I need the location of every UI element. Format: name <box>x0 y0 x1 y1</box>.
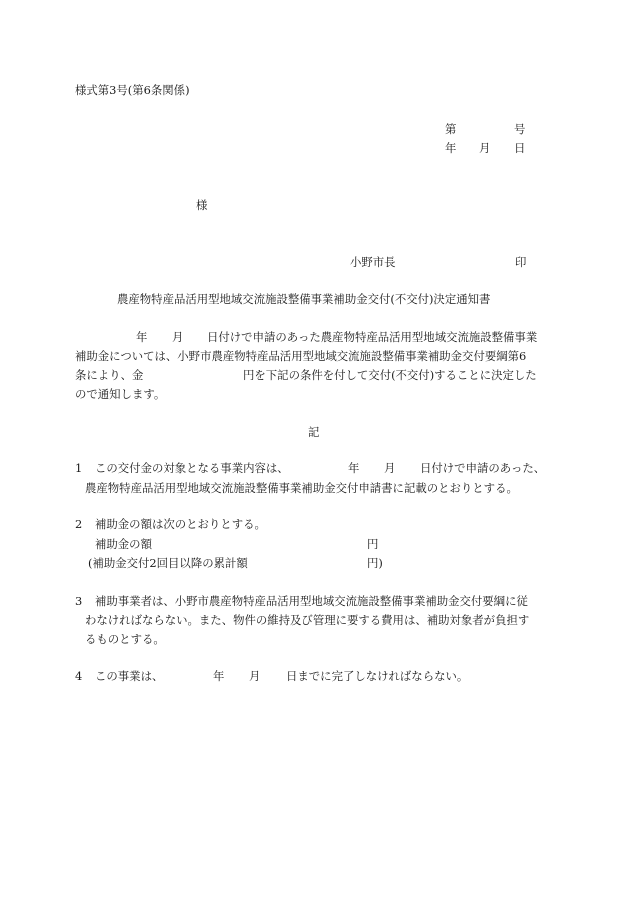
item-4-month: 月 <box>249 669 261 683</box>
item-4-text: この事業は、 <box>95 669 164 683</box>
item-1-month: 月 <box>384 461 396 475</box>
number-dai: 第 <box>445 122 457 136</box>
body-line-4: ので通知します。 <box>75 387 166 401</box>
form-label: 様式第3号(第6条関係) <box>75 83 190 97</box>
subsidy-amount-yen: 円 <box>367 537 379 551</box>
item-4-rest: 日までに完了しなければならない。 <box>286 669 469 683</box>
item-1-number: 1 <box>75 461 83 475</box>
date-month: 月 <box>479 141 491 155</box>
recipient-suffix: 様 <box>196 198 208 212</box>
body-line-2: 補助金については、小野市農産物特産品活用型地域交流施設整備事業補助金交付要綱第6 <box>75 349 527 363</box>
item-2-number: 2 <box>75 517 83 531</box>
cumulative-amount-label: (補助金交付2回目以降の累計額 <box>88 556 248 570</box>
item-1-year: 年 <box>348 461 360 475</box>
subsidy-amount-label: 補助金の額 <box>95 537 152 551</box>
body-line-1: 日付けで申請のあった農産物特産品活用型地域交流施設整備事業 <box>207 330 538 344</box>
issuer-name: 小野市長 <box>350 255 396 269</box>
issuer-seal: 印 <box>515 255 527 269</box>
item-3-number: 3 <box>75 594 83 608</box>
item-1-text: この交付金の対象となる事業内容は、 <box>95 461 289 475</box>
body-line-3a: 条により、金 <box>75 368 144 382</box>
date-year: 年 <box>445 141 457 155</box>
item-2-text: 補助金の額は次のとおりとする。 <box>95 517 266 531</box>
cumulative-amount-yen: 円) <box>367 556 383 570</box>
item-3-line-2: わなければならない。また、物件の維持及び管理に要する費用は、補助対象者が負担す <box>85 613 530 627</box>
body-line-3b: 円を下記の条件を付して交付(不交付)することに決定した <box>243 368 537 382</box>
body-month: 月 <box>172 330 184 344</box>
ki-heading: 記 <box>308 425 320 439</box>
number-go: 号 <box>514 122 526 136</box>
item-1-rest: 日付けで申請のあった、 <box>420 461 546 475</box>
date-day: 日 <box>514 141 526 155</box>
item-4-number: 4 <box>75 669 83 683</box>
body-year: 年 <box>136 330 148 344</box>
item-1-line-2: 農産物特産品活用型地域交流施設整備事業補助金交付申請書に記載のとおりとする。 <box>85 481 518 495</box>
item-3-text: 補助事業者は、小野市農産物特産品活用型地域交流施設整備事業補助金交付要綱に従 <box>95 594 528 608</box>
document-title: 農産物特産品活用型地域交流施設整備事業補助金交付(不交付)決定通知書 <box>117 292 491 306</box>
item-4-year: 年 <box>213 669 225 683</box>
item-3-line-3: るものとする。 <box>85 632 165 646</box>
